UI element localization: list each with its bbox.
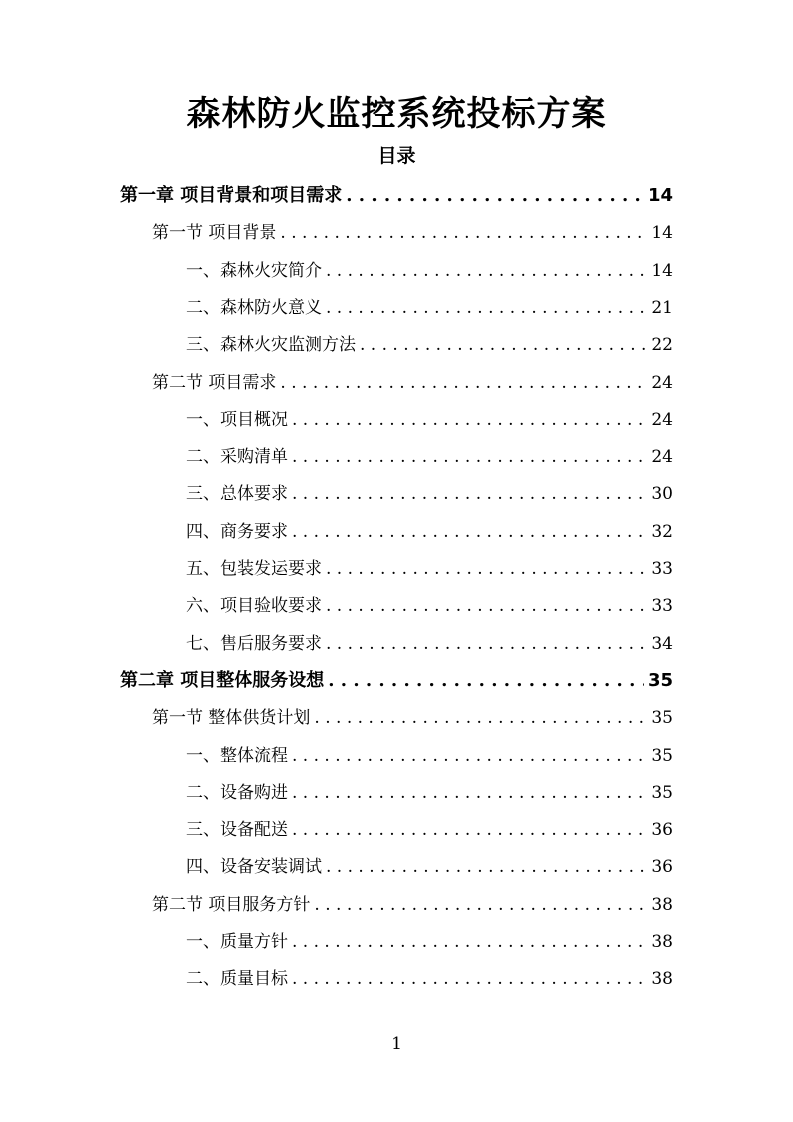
toc-entry-label: 第二章 项目整体服务设想: [120, 669, 325, 691]
toc-entry-page: 24: [651, 409, 673, 430]
toc-entry-page: 38: [651, 932, 673, 952]
toc-entry-item[interactable]: [186, 442, 673, 472]
toc-entry-item[interactable]: [186, 815, 673, 845]
toc-entry-item[interactable]: [186, 330, 673, 360]
toc-entry-label: 二、森林防火意义: [186, 297, 322, 318]
toc-entry-label: 四、设备安装调试: [186, 857, 322, 878]
toc-entry-section[interactable]: [152, 218, 673, 248]
toc-dot-leader: [326, 591, 647, 621]
document-title: 森林防火监控系统投标方案: [186, 94, 607, 134]
toc-entry-page: 32: [651, 521, 673, 542]
toc-entry-page: 14: [651, 223, 673, 244]
toc-entry-item[interactable]: [186, 629, 673, 659]
toc-entry-label: 七、售后服务要求: [186, 633, 322, 654]
page-number: 1: [391, 1034, 402, 1054]
toc-entry-item[interactable]: [186, 517, 673, 547]
toc-dot-leader: [314, 703, 647, 733]
toc-entry-page: 33: [651, 559, 673, 579]
toc-entry-chapter[interactable]: [120, 666, 673, 696]
toc-entry-label: 六、项目验收要求: [186, 596, 322, 617]
toc-dot-leader: [280, 368, 647, 398]
toc-entry-item[interactable]: [186, 927, 673, 957]
toc-entry-item[interactable]: [186, 591, 673, 621]
toc-entry-label: 第二节 项目服务方针: [152, 894, 311, 915]
toc-entry-label: 五、包装发运要求: [186, 559, 322, 579]
toc-entry-label: 三、森林火灾监测方法: [186, 335, 356, 356]
toc-entry-label: 一、项目概况: [186, 409, 288, 430]
toc-dot-leader: [292, 405, 647, 435]
toc-heading: 目录: [377, 145, 416, 167]
toc-entry-page: 21: [651, 297, 673, 318]
toc-entry-item[interactable]: [186, 554, 673, 584]
toc-dot-leader: [314, 890, 647, 920]
toc-entry-section[interactable]: [152, 703, 673, 733]
toc-entry-page: 38: [651, 894, 673, 915]
toc-entry-label: 一、整体流程: [186, 745, 288, 766]
toc-dot-leader: [280, 218, 647, 248]
toc-entry-section[interactable]: [152, 890, 673, 920]
toc-dot-leader: [292, 815, 647, 845]
toc-entry-page: 35: [651, 745, 673, 766]
toc-entry-page: 24: [651, 372, 673, 393]
toc-entry-page: 36: [651, 857, 673, 878]
toc-entry-label: 第一章 项目背景和项目需求: [120, 185, 343, 206]
toc-dot-leader: [292, 741, 647, 771]
toc-dot-leader: [328, 666, 644, 696]
toc-entry-label: 一、质量方针: [186, 932, 288, 952]
toc-entry-item[interactable]: [186, 741, 673, 771]
toc-dot-leader: [326, 293, 647, 323]
toc-entry-label: 四、商务要求: [186, 521, 288, 542]
toc-entry-page: 35: [651, 782, 673, 803]
toc-dot-leader: [360, 330, 647, 360]
toc-entry-label: 三、设备配送: [186, 820, 288, 841]
toc-dot-leader: [346, 181, 644, 211]
toc-entry-page: 38: [651, 969, 673, 990]
toc-entry-page: 14: [651, 260, 673, 281]
toc-entry-label: 二、质量目标: [186, 969, 288, 990]
toc-dot-leader: [292, 442, 647, 472]
toc-entry-label: 第一节 整体供货计划: [152, 708, 311, 729]
toc-dot-leader: [326, 852, 647, 882]
toc-dot-leader: [292, 778, 647, 808]
toc-entry-page: 35: [651, 708, 673, 729]
toc-dot-leader: [292, 479, 647, 509]
toc-entry-item[interactable]: [186, 778, 673, 808]
toc-entry-label: 一、森林火灾简介: [186, 260, 322, 281]
toc-dot-leader: [292, 964, 647, 994]
toc-dot-leader: [326, 629, 647, 659]
toc-dot-leader: [292, 927, 647, 957]
toc-entry-item[interactable]: [186, 405, 673, 435]
toc-entry-chapter[interactable]: [120, 181, 673, 211]
toc-entry-section[interactable]: [152, 368, 673, 398]
toc-entry-page: 30: [651, 484, 673, 505]
toc-entry-label: 二、采购清单: [186, 447, 288, 468]
toc-entry-item[interactable]: [186, 256, 673, 286]
toc-entry-label: 三、总体要求: [186, 484, 288, 505]
toc-entry-label: 第二节 项目需求: [152, 372, 277, 393]
toc-entry-item[interactable]: [186, 479, 673, 509]
toc-entry-page: 24: [651, 447, 673, 468]
toc-entry-page: 14: [647, 185, 673, 206]
toc-entry-page: 34: [651, 633, 673, 654]
toc-entry-item[interactable]: [186, 852, 673, 882]
toc-entry-page: 36: [651, 820, 673, 841]
toc-dot-leader: [326, 554, 647, 584]
toc-entry-item[interactable]: [186, 293, 673, 323]
toc-dot-leader: [292, 517, 647, 547]
toc-entry-label: 第一节 项目背景: [152, 223, 277, 244]
toc-entry-page: 35: [647, 669, 673, 691]
toc-entry-page: 33: [651, 596, 673, 617]
toc-entry-item[interactable]: [186, 964, 673, 994]
toc-entry-page: 22: [651, 335, 673, 356]
toc-dot-leader: [326, 256, 647, 286]
toc-entry-label: 二、设备购进: [186, 782, 288, 803]
